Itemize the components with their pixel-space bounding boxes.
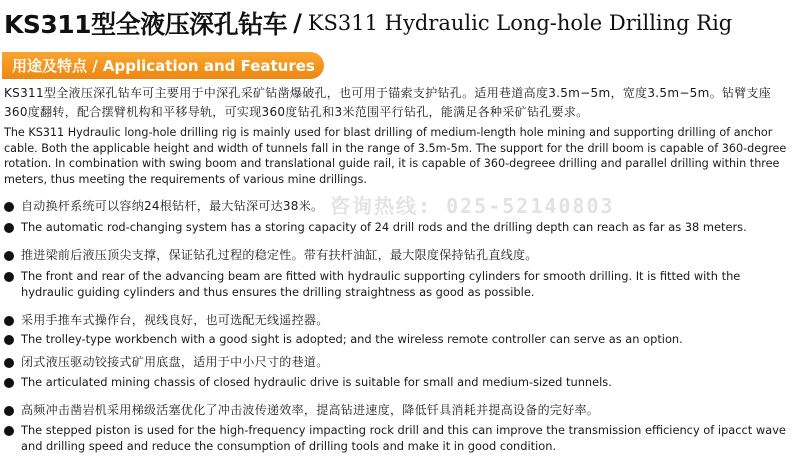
feature-text-cn: 高频冲击凿岩机采用梯级活塞优化了冲击波传递效率，提高钻进速度，降低钎具消耗并提高设备的完好率。 [21,403,600,417]
bullet-icon [4,335,14,345]
feature-item-en [4,219,794,235]
feature-text-en: The articulated mining chassis of closed hydraulic drive is suitable for small and medium-sized tunnels. [21,375,612,389]
bullet-icon [4,272,14,282]
feature-text-cn: 推进梁前后液压顶尖支撑，保证钻孔过程的稳定性。带有扶杆油缸，最大限度保持钻孔直线度。 [21,248,538,262]
section-banner [2,52,324,79]
feature-text-en: The stepped piston is used for the high-frequency impacting rock drill and this can improve the transmission efficiency of ipacct wave and drilling speed and reduce the consumption of drilling tools and make it in good condition. [21,423,786,453]
page-title [4,2,796,44]
feature-text-en: The trolley-type workbench with a good sight is adopted; and the wireless remote controller can serve as an option. [21,332,683,346]
bullet-icon [4,202,14,212]
feature-item-cn [4,402,794,418]
bullet-icon [4,406,14,416]
intro-chinese: KS311型全液压深孔钻车可主要用于中深孔采矿钻凿爆破孔，也可用于锚索支护钻孔。适用巷道高度3.5m−5m，宽度3.5m−5m。钻臂支座360度翻转，配合摆臂机构和平移导轨，可实现360度钻孔和3米范围平行钻孔，能满足各种采矿钻孔要求。 [4,86,772,119]
feature-text-cn: 闭式液压驱动铰接式矿用底盘，适用于中小尺寸的巷道。 [21,355,329,369]
feature-text-en: The automatic rod-changing system has a storing capacity of 24 drill rods and the drilling depth can reach as far as 38 meters. [21,220,747,234]
bullet-icon [4,316,14,326]
title-separator: / [293,9,302,37]
feature-item-cn [4,198,794,214]
title-english: KS311 Hydraulic Long-hole Drilling Rig [307,11,733,35]
bullet-icon [4,378,14,388]
feature-item-en [4,374,794,390]
section-banner-label: 用途及特点 / Application and Features [12,57,315,75]
intro-english: The KS311 Hydraulic long-hole drilling rig is mainly used for blast drilling of medium-length hole mining and supporting drilling of anchor cable. Both the applicable height and width of tunnels fall in the range of 3.5m-5m. The support for the drill boom is capable of 360-degree rotation. In combination with swing boom and translational guide rail, it is capable of 360-degreee drilling and parallel drilling within three meters, thus meeting the requirements of various mine drillings. [4,126,787,186]
feature-item-en [4,422,794,454]
feature-text-cn: 自动换杆系统可以容纳24根钻杆，最大钻深可达38米。 [21,199,324,213]
bullet-icon [4,251,14,261]
feature-item-cn [4,247,794,263]
feature-item-en [4,331,794,347]
feature-text-cn: 采用手推车式操作台，视线良好，也可选配无线遥控器。 [21,313,329,327]
bullet-icon [4,358,14,368]
hotline-watermark: 咨询热线: 025-52140803 [330,194,615,218]
feature-item-cn [4,312,794,328]
bullet-icon [4,426,14,436]
bullet-icon [4,223,14,233]
feature-item-en [4,268,794,300]
feature-item-cn [4,354,794,370]
title-chinese: KS311型全液压深孔钻车 [4,10,288,39]
feature-text-en: The front and rear of the advancing beam are fitted with hydraulic supporting cylinders for smooth drilling. It is fitted with the hydraulic guiding cylinders and thus ensures the drilling straightness as good as possible. [21,269,741,299]
